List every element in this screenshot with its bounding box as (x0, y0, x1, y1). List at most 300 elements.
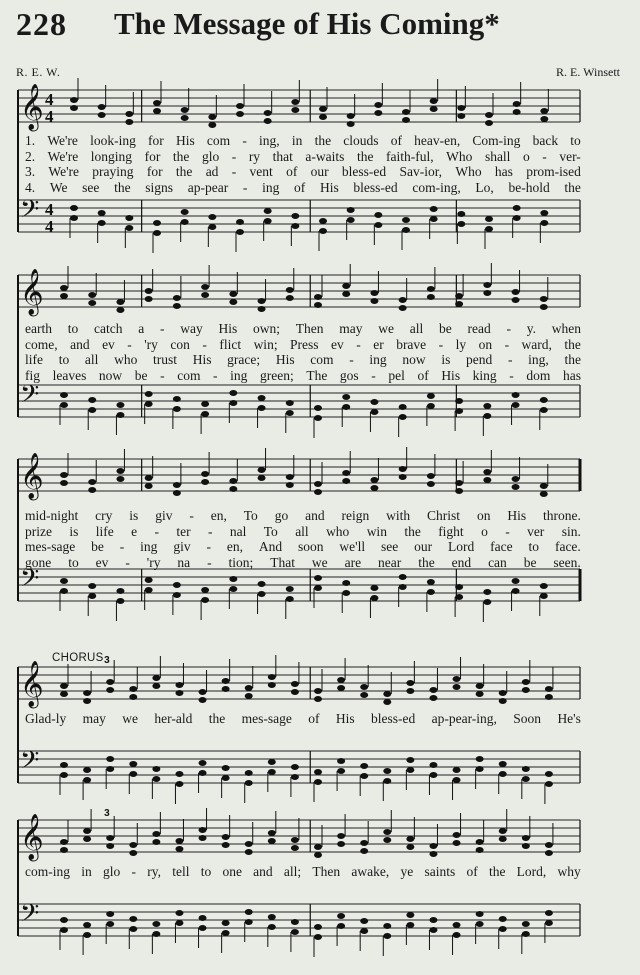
lyric-word: life (25, 352, 43, 367)
note-head (383, 837, 391, 843)
verse-line (25, 539, 581, 555)
lyric-word: a (138, 321, 145, 336)
note-head (540, 397, 548, 403)
note-head (245, 849, 253, 855)
note-head (453, 684, 461, 690)
note-head (222, 920, 230, 926)
note-head (201, 471, 209, 477)
note-head (60, 578, 68, 584)
lyric-word: who (114, 352, 138, 367)
lyric-word: the (564, 336, 581, 352)
note-head (175, 682, 183, 688)
note-head (222, 678, 230, 684)
lyric-word: throne. (542, 508, 581, 523)
lyric-word: brave (396, 336, 427, 352)
note-head (222, 930, 230, 936)
note-head (402, 217, 410, 223)
lyric-word: - (509, 367, 514, 383)
note-head (429, 843, 437, 849)
lyric-word: Christ (427, 508, 461, 523)
note-head (208, 122, 216, 128)
lyric-word: see (381, 539, 399, 554)
note-head (314, 769, 322, 775)
note-head (129, 916, 137, 922)
note-head (430, 106, 438, 112)
note-head (153, 100, 161, 106)
lyric-word: the (208, 711, 226, 726)
lyric-word: na (177, 554, 191, 570)
note-head (545, 771, 553, 777)
lyric-word: prom-ised (526, 164, 581, 179)
note-head (222, 842, 230, 848)
note-head (370, 290, 378, 296)
note-head (199, 835, 207, 841)
note-head (201, 411, 209, 417)
note-head (512, 476, 520, 482)
note-head (406, 680, 414, 686)
note-head (229, 400, 237, 406)
lyric-word: - (506, 321, 511, 336)
words-credit: R. E. W. (16, 65, 61, 79)
note-head (483, 290, 491, 296)
note-head (199, 827, 207, 833)
hymn-title: The Message of His Coming* (114, 6, 500, 41)
note-head (116, 598, 124, 604)
note-head (201, 292, 209, 298)
note-head (98, 220, 106, 226)
note-head (291, 107, 299, 113)
note-head (453, 922, 461, 928)
note-head (129, 926, 137, 932)
note-head (399, 574, 407, 580)
note-head (152, 776, 160, 782)
note-head (314, 294, 322, 300)
note-head (106, 921, 114, 927)
note-head (60, 847, 68, 853)
note-head (208, 224, 216, 230)
note-head (314, 585, 322, 591)
note-head (199, 697, 207, 703)
lyric-word: 1. (25, 133, 36, 148)
lyric-word: 'ry (144, 336, 158, 352)
lyric-word: be (523, 554, 537, 570)
treble-clef-icon: 𝄞 (20, 453, 44, 499)
note-head (60, 480, 68, 486)
note-head (455, 584, 463, 590)
note-head (199, 915, 207, 921)
note-head (399, 474, 407, 480)
note-head (499, 828, 507, 834)
note-head (129, 850, 137, 856)
note-head (399, 414, 407, 420)
note-head (291, 223, 299, 229)
lyric-word: Sav-ior, (399, 164, 443, 179)
note-head (181, 219, 189, 225)
note-head (314, 575, 322, 581)
note-head (370, 399, 378, 405)
lyric-word: ap-pear (187, 179, 229, 195)
note-head (145, 483, 153, 489)
lyric-word: ev (95, 554, 109, 570)
note-head (540, 296, 548, 302)
note-head (319, 114, 327, 120)
note-head (522, 931, 530, 937)
note-head (83, 922, 91, 928)
note-head (337, 833, 345, 839)
lyric-word: ev (102, 336, 115, 352)
lyric-word: Then (312, 864, 341, 879)
verse-line (25, 524, 581, 540)
lyric-word: when (551, 321, 581, 336)
note-head (540, 116, 548, 122)
lyric-word: of (308, 711, 320, 726)
lyric-word: Who (446, 148, 473, 164)
lyric-word: glo (201, 148, 220, 164)
lyric-word: - (119, 539, 125, 554)
note-head (286, 400, 294, 406)
note-head (201, 401, 209, 407)
note-head (483, 282, 491, 288)
note-head (485, 216, 493, 222)
lyric-word: to (58, 352, 70, 367)
note-head (291, 764, 299, 770)
lyric-word: ing, (528, 352, 549, 367)
note-head (399, 584, 407, 590)
note-head (540, 407, 548, 413)
note-head (427, 403, 435, 409)
lyric-word: - (504, 336, 510, 352)
lyric-word: end (451, 554, 472, 570)
lyric-word: has (494, 164, 513, 179)
note-head (286, 295, 294, 301)
verse-line (25, 337, 581, 353)
lyric-word: king (472, 367, 497, 383)
note-head (145, 577, 153, 583)
note-head (337, 923, 345, 929)
note-head (455, 408, 463, 414)
note-head (314, 924, 322, 930)
lyric-word: To (243, 508, 258, 523)
hymn-header (16, 6, 626, 46)
note-head (360, 684, 368, 690)
lyric-word: way (180, 321, 203, 336)
lyric-word: He's (557, 711, 581, 726)
note-head (540, 210, 548, 216)
lyric-word: flict (219, 336, 242, 352)
note-head (125, 225, 133, 231)
lyric-word: fight (438, 523, 464, 539)
verse-line (25, 180, 581, 196)
note-head (342, 404, 350, 410)
note-head (453, 767, 461, 773)
note-head (258, 395, 266, 401)
lyric-word: sin. (561, 523, 581, 539)
lyric-word: and (253, 864, 273, 879)
note-head (173, 582, 181, 588)
lyric-word: - (213, 367, 218, 383)
treble-clef-icon: 𝄞 (20, 814, 44, 860)
lyric-word: ry, (147, 864, 161, 879)
note-head (512, 588, 520, 594)
note-head (245, 693, 253, 699)
lyric-word: - (507, 352, 513, 367)
note-head (545, 686, 553, 692)
lyric-word: giv (155, 508, 173, 523)
note-head (145, 296, 153, 302)
note-head (522, 687, 530, 693)
lyric-word: Glad-ly (25, 711, 67, 726)
lyric-word: on (478, 336, 493, 352)
lyric-word: all (409, 321, 424, 336)
note-head (499, 926, 507, 932)
note-head (173, 592, 181, 598)
triplet-mark: 3 (104, 655, 110, 666)
note-head (60, 472, 68, 478)
note-head (429, 695, 437, 701)
note-head (258, 298, 266, 304)
note-head (522, 843, 530, 849)
lyric-word: may (82, 711, 106, 726)
lyric-word: 3. (25, 164, 36, 179)
note-head (199, 689, 207, 695)
note-head (457, 221, 465, 227)
note-head (286, 410, 294, 416)
note-head (476, 691, 484, 697)
note-head (175, 690, 183, 696)
note-head (476, 756, 484, 762)
lyric-word: ad (205, 164, 219, 179)
note-head (291, 774, 299, 780)
note-head (455, 488, 463, 494)
note-head (513, 205, 521, 211)
note-head (70, 215, 78, 221)
note-head (291, 689, 299, 695)
lyric-word: longing (90, 148, 133, 164)
note-head (106, 911, 114, 917)
note-head (314, 302, 322, 308)
note-head (383, 923, 391, 929)
note-head (70, 205, 78, 211)
music-system-5 (18, 808, 582, 948)
lyric-word: why (557, 864, 581, 879)
lyric-word: life (95, 523, 114, 539)
note-head (222, 686, 230, 692)
note-head (145, 391, 153, 397)
note-head (264, 208, 272, 214)
lyric-word: to (200, 864, 212, 879)
note-head (540, 583, 548, 589)
hymn-number: 228 (16, 6, 67, 42)
note-head (173, 295, 181, 301)
note-head (406, 922, 414, 928)
note-head (268, 924, 276, 930)
lyric-word: one (222, 864, 242, 879)
note-head (429, 927, 437, 933)
lyric-word: mes-sage (25, 539, 76, 554)
lyric-word: the (114, 179, 131, 195)
note-head (106, 835, 114, 841)
note-head (201, 587, 209, 593)
lyric-word: come, (25, 336, 58, 352)
note-head (88, 292, 96, 298)
lyric-word: glo (102, 864, 121, 879)
note-head (88, 479, 96, 485)
note-head (229, 299, 237, 305)
note-head (512, 578, 520, 584)
note-head (545, 842, 553, 848)
lyric-word: seen. (553, 554, 581, 570)
bass-clef-icon: 𝄢 (20, 899, 40, 934)
lyric-word: ev (331, 336, 344, 352)
chorus-line (25, 864, 581, 880)
note-head (483, 403, 491, 409)
note-head (319, 106, 327, 112)
note-head (453, 832, 461, 838)
lyric-word: green; (260, 367, 294, 383)
note-head (453, 777, 461, 783)
lyric-word: e (131, 523, 138, 539)
lyric-word: ing (262, 179, 280, 195)
lyric-word: is (129, 508, 139, 523)
note-head (399, 305, 407, 311)
note-head (370, 477, 378, 483)
lyric-word: - (189, 508, 194, 523)
note-head (374, 222, 382, 228)
note-head (173, 303, 181, 309)
note-head (337, 685, 345, 691)
note-head (286, 482, 294, 488)
lyric-word: His (192, 352, 212, 367)
note-head (476, 921, 484, 927)
lyric-word: look-ing (90, 133, 136, 148)
note-head (83, 932, 91, 938)
note-head (406, 844, 414, 850)
note-head (455, 480, 463, 486)
verse-line (25, 352, 581, 368)
lyric-word: saints (424, 864, 456, 879)
note-head (499, 916, 507, 922)
note-head (229, 486, 237, 492)
lyric-word: Lo, (475, 179, 494, 195)
note-head (264, 218, 272, 224)
note-head (337, 677, 345, 683)
lyric-word: ver (527, 523, 545, 539)
note-head (60, 839, 68, 845)
note-head (513, 101, 521, 107)
note-head (427, 589, 435, 595)
bass-clef-icon: 𝄢 (20, 564, 40, 599)
note-head (427, 579, 435, 585)
note-head (106, 843, 114, 849)
note-head (406, 912, 414, 918)
note-head (370, 485, 378, 491)
note-head (342, 478, 350, 484)
lyric-word: tell (172, 864, 190, 879)
note-head (199, 760, 207, 766)
note-head (125, 215, 133, 221)
note-head (455, 594, 463, 600)
lyric-word: the (314, 133, 332, 148)
note-head (106, 756, 114, 762)
note-head (342, 291, 350, 297)
lyric-word: His (218, 321, 238, 336)
lyric-word: com-ing, (412, 179, 461, 195)
lyric-word: - (349, 352, 354, 367)
note-head (427, 393, 435, 399)
note-head (258, 475, 266, 481)
lyric-word: be (91, 539, 104, 554)
note-head (499, 690, 507, 696)
note-head (88, 487, 96, 493)
note-head (314, 415, 322, 421)
lyric-word: catch (94, 321, 123, 336)
note-head (106, 687, 114, 693)
lyric-word: is (69, 523, 79, 539)
note-head (476, 911, 484, 917)
note-head (383, 699, 391, 705)
note-head (455, 398, 463, 404)
note-head (222, 775, 230, 781)
lyric-word: com (310, 352, 334, 367)
lyric-word: awake, (351, 864, 390, 879)
lyric-word: - (438, 336, 444, 352)
lyric-word: Lord, (516, 864, 547, 879)
lyric-word: pel (388, 367, 405, 383)
note-head (360, 928, 368, 934)
lyric-word: To (263, 523, 278, 539)
lyric-word: to (67, 321, 79, 336)
lyric-word: Soon (513, 711, 542, 726)
note-head (499, 761, 507, 767)
lyric-word: His (335, 711, 355, 726)
lyric-word: ing (140, 539, 158, 554)
lyric-word: His (319, 179, 339, 195)
lyric-word: ly (455, 336, 467, 352)
note-head (342, 283, 350, 289)
note-head (485, 226, 493, 232)
note-head (476, 847, 484, 853)
note-head (383, 933, 391, 939)
note-head (291, 919, 299, 925)
lyric-word: near (378, 554, 402, 570)
note-head (476, 839, 484, 845)
time-signature-bottom: 4 (45, 107, 54, 126)
time-signature-top: 4 (45, 90, 54, 109)
lyric-word: - (242, 179, 248, 195)
note-head (453, 840, 461, 846)
note-head (236, 111, 244, 117)
lyric-word: ry (248, 148, 261, 164)
lyric-word: - (127, 336, 132, 352)
lyric-word: heav-en, (414, 133, 461, 148)
note-head (427, 473, 435, 479)
lyric-word: - (542, 148, 547, 164)
note-head (457, 105, 465, 111)
lyric-word: can (488, 554, 507, 570)
time-signature-top: 4 (45, 200, 54, 219)
lyric-word: for (144, 148, 161, 164)
lyric-word: - (154, 523, 159, 539)
lyric-word: o (481, 523, 488, 539)
note-head (429, 687, 437, 693)
note-head (540, 220, 548, 226)
note-head (236, 219, 244, 225)
note-head (229, 586, 237, 592)
lyric-word: - (160, 367, 165, 383)
note-head (258, 591, 266, 597)
lyric-word: read (467, 321, 491, 336)
lyric-word: the (172, 148, 190, 164)
